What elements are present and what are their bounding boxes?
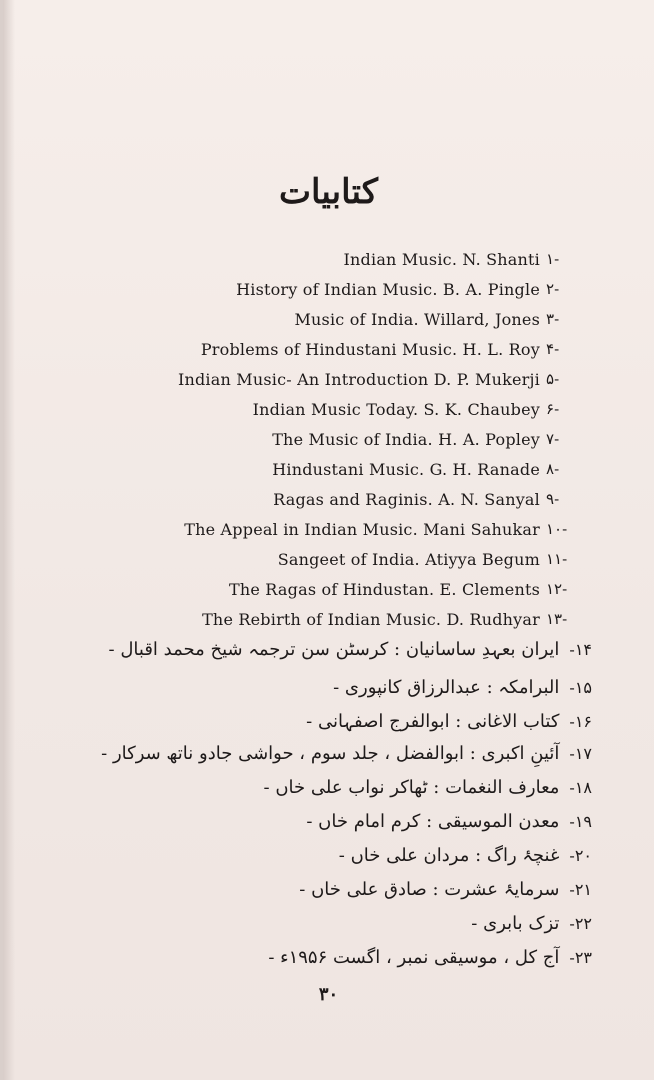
reference-number: -۹: [546, 490, 560, 508]
reference-number: ۲۲-: [569, 913, 592, 933]
reference-text: Ragas and Raginis. A. N. Sanyal: [273, 489, 540, 509]
reference-number: -۲: [546, 280, 560, 298]
reference-text: Music of India. Willard, Jones: [294, 309, 540, 329]
reference-number: ۱۴-: [569, 639, 592, 659]
reference-text: The Appeal in Indian Music. Mani Sahukar: [184, 519, 540, 539]
reference-text: کتاب الاغانی : ابوالفرج اصفہانی -: [306, 710, 560, 732]
list-item: [471, 908, 592, 938]
reference-text: Indian Music- An Introduction D. P. Mukerji: [177, 369, 540, 389]
reference-text: غنچۂ راگ : مردان علی خاں -: [338, 844, 560, 866]
reference-text: آئینِ اکبری : ابوالفضل ، جلد سوم ، حواشی جادو ناتھ سرکار -: [101, 742, 560, 764]
reference-number: ۱۷-: [569, 743, 592, 763]
reference-text: ایران بعہدِ ساسانیان : کرسٹن سن ترجمہ شیخ محمد اقبال -: [108, 638, 560, 660]
list-item: [272, 454, 576, 484]
list-item: [272, 424, 576, 454]
reference-number: -۱۳: [546, 610, 568, 628]
list-item: [229, 574, 576, 604]
reference-number: -۱: [546, 250, 560, 268]
reference-text: تزک بابری -: [471, 912, 560, 934]
reference-text: History of Indian Music. B. A. Pingle: [236, 279, 540, 299]
reference-text: The Music of India. H. A. Popley: [272, 429, 540, 449]
list-item: [202, 604, 576, 634]
reference-number: ۲۱-: [569, 879, 592, 899]
reference-number: -۱۲: [546, 580, 568, 598]
reference-number: ۱۹-: [569, 811, 592, 831]
reference-number: -۷: [546, 430, 560, 448]
list-item: [178, 364, 576, 394]
reference-text: معارف النغمات : ٹھاکر نواب علی خاں -: [263, 776, 560, 798]
reference-number: ۱۸-: [569, 777, 592, 797]
list-item: [236, 274, 576, 304]
list-item: [306, 806, 592, 836]
reference-text: البرامکہ : عبدالرزاق کانپوری -: [333, 676, 560, 698]
reference-number: -۱۱: [546, 550, 568, 568]
page-number: ۳۰: [318, 984, 339, 1005]
reference-text: Hindustani Music. G. H. Ranade: [272, 459, 540, 479]
reference-text: Indian Music Today. S. K. Chaubey: [252, 399, 540, 419]
list-item: [184, 514, 576, 544]
list-item: [109, 634, 592, 664]
reference-number: -۴: [546, 340, 560, 358]
list-item: [294, 304, 576, 334]
reference-text: Problems of Hindustani Music. H. L. Roy: [200, 339, 540, 359]
list-item: [344, 244, 576, 274]
reference-number: -۵: [546, 370, 560, 388]
reference-number: -۳: [546, 310, 560, 328]
reference-number: ۱۶-: [569, 711, 592, 731]
reference-text: Indian Music. N. Shanti: [343, 249, 540, 269]
list-item: [253, 394, 576, 424]
list-item: [278, 544, 576, 574]
list-item: [268, 942, 592, 972]
reference-number: -۶: [546, 400, 560, 418]
reference-text: سرمایۂ عشرت : صادق علی خاں -: [299, 878, 560, 900]
reference-number: ۲۳-: [569, 947, 592, 967]
reference-text: The Rebirth of Indian Music. D. Rudhyar: [202, 609, 540, 629]
reference-number: -۱۰: [546, 520, 568, 538]
reference-number: ۱۵-: [569, 677, 592, 697]
reference-text: آج کل ، موسیقی نمبر ، اگست ۱۹۵۶ء -: [268, 946, 560, 968]
reference-text: The Ragas of Hindustan. E. Clements: [228, 579, 540, 599]
reference-text: Sangeet of India. Atiyya Begum: [277, 549, 540, 569]
list-item: [273, 484, 576, 514]
list-item: [306, 706, 592, 736]
list-item: [339, 840, 592, 870]
page-edge-shadow: [3, 0, 15, 1080]
reference-number: -۸: [546, 460, 560, 478]
list-item: [201, 334, 576, 364]
reference-number: ۲۰-: [569, 845, 592, 865]
list-item: [333, 672, 592, 702]
list-item: [264, 772, 592, 802]
page-title: کتابیات: [279, 172, 378, 212]
reference-text: معدن الموسیقی : کرم امام خاں -: [306, 810, 560, 832]
list-item: [299, 874, 592, 904]
list-item: [101, 738, 592, 768]
